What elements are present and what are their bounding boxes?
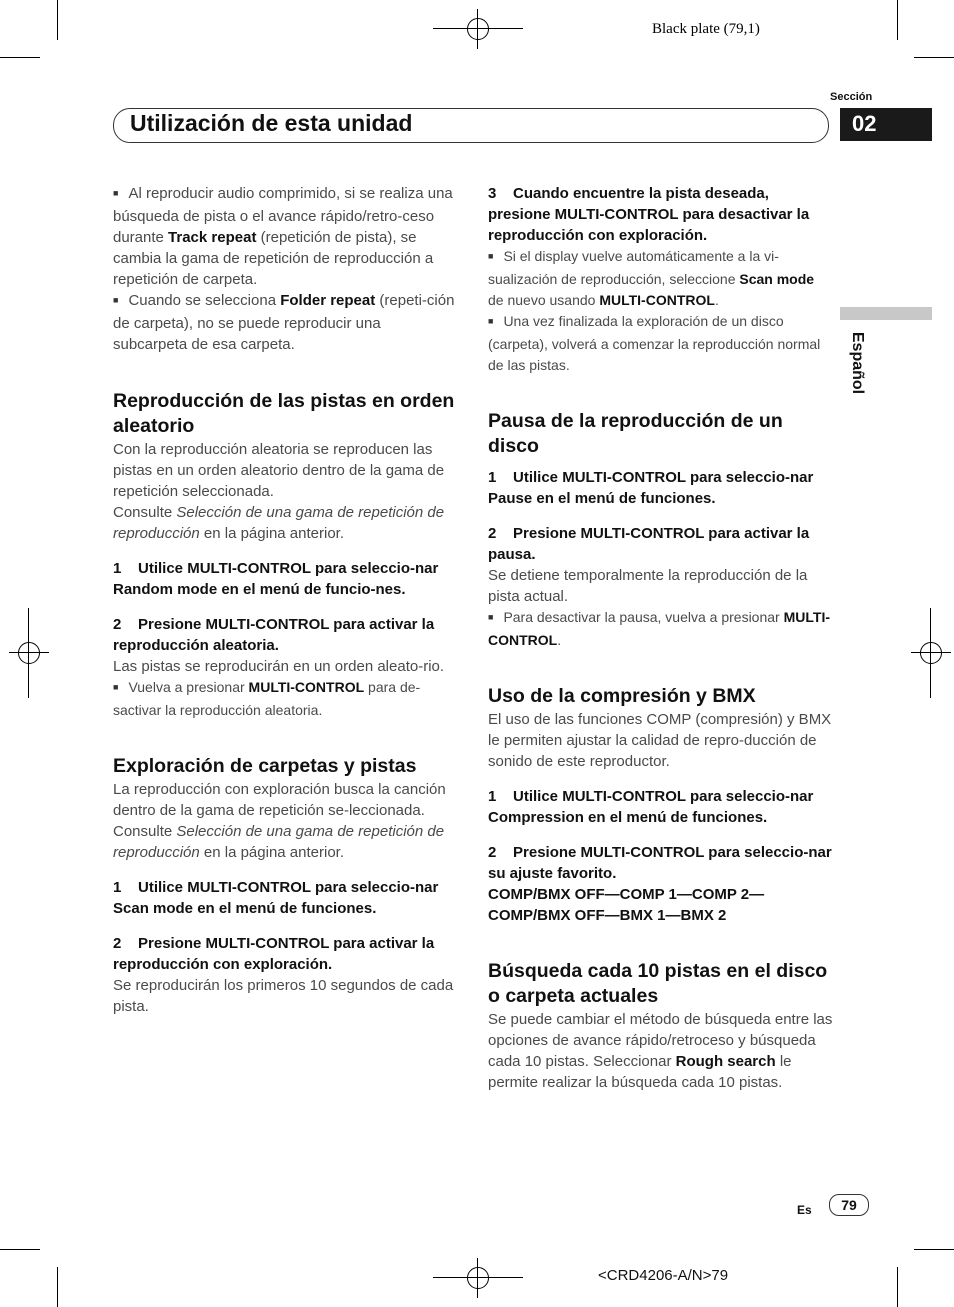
- step-2: 2 Presione MULTI-CONTROL para activar la pausa.: [488, 525, 810, 563]
- crop-mark: [897, 1267, 898, 1307]
- step-2: 2 Presione MULTI-CONTROL para seleccio-nar su ajuste favorito.: [488, 844, 832, 882]
- paragraph: Con la reproducción aleatoria se reproducen las pistas en un orden aleatorio dentro de la gama de repetición seleccionada.: [113, 441, 445, 500]
- section-heading-search: Búsqueda cada 10 pistas en el disco o carpeta actuales: [488, 960, 828, 1007]
- crop-mark: [914, 57, 954, 58]
- registration-mark-right: [911, 608, 951, 698]
- crop-mark: [897, 0, 898, 40]
- paragraph: El uso de las funciones COMP (compresión) y BMX le permiten ajustar la calidad de repro-ducción de sonido de este reproductor.: [488, 711, 832, 770]
- step-2: 2 Presione MULTI-CONTROL para activar la reproducción aleatoria.: [113, 616, 435, 654]
- step-1: 1 Utilice MULTI-CONTROL para seleccio-nar Scan mode en el menú de funciones.: [113, 879, 439, 917]
- bullet-note: ■ Si el display vuelve automáticamente a la vi-sualización de reproducción, seleccione Scan mode de nuevo usando MULTI-CONTROL.: [488, 246, 833, 311]
- bullet-note: ■ Una vez finalizada la exploración de un disco (carpeta), volverá a comenzar la reproducción normal de las pistas.: [488, 311, 833, 376]
- step-3: 3 Cuando encuentre la pista deseada, presione MULTI-CONTROL para desactivar la reproducción con exploración.: [488, 185, 810, 244]
- page-title: Utilización de esta unidad: [130, 110, 413, 136]
- document-code: <CRD4206-A/N>79: [598, 1267, 729, 1284]
- step-1: 1 Utilice MULTI-CONTROL para seleccio-nar Random mode en el menú de funcio-nes.: [113, 560, 439, 598]
- paragraph: La reproducción con exploración busca la canción dentro de la gama de repetición se-leccionada.: [113, 781, 446, 819]
- language-tab-bar: [840, 307, 932, 320]
- language-code: Es: [797, 1203, 812, 1217]
- section-heading-bmx: Uso de la compresión y BMX: [488, 685, 756, 707]
- step-result: Se reproducirán los primeros 10 segundos de cada pista.: [113, 977, 454, 1015]
- section-number: 02: [852, 111, 877, 136]
- crop-mark: [57, 1267, 58, 1307]
- step-result: Se detiene temporalmente la reproducción de la pista actual.: [488, 567, 808, 605]
- section-label: Sección: [830, 91, 873, 103]
- section-heading-scan: Exploración de carpetas y pistas: [113, 755, 417, 777]
- section-number-badge: [840, 108, 932, 141]
- step-result: Las pistas se reproducirán en un orden aleato-rio.: [113, 658, 445, 675]
- bullet-note: ■ Cuando se selecciona Folder repeat (repeti-ción de carpeta), no se puede reproducir una subcarpeta de esa carpeta.: [113, 290, 458, 355]
- right-column: [488, 183, 833, 1093]
- bullet-note: ■ Vuelva a presionar MULTI-CONTROL para de-sactivar la reproducción aleatoria.: [113, 677, 458, 721]
- registration-mark-left: [9, 608, 49, 698]
- language-label: Español: [849, 331, 866, 395]
- plate-label: Black plate (79,1): [652, 21, 760, 37]
- bullet-note: ■ Al reproducir audio comprimido, si se realiza una búsqueda de pista o el avance rápido/retro-ceso durante Track repeat (repetición de pista), se cambia la gama de repetición de reproducción a repetición de carpeta.: [113, 183, 458, 290]
- option-sequence: COMP/BMX OFF—COMP 1—COMP 2—COMP/BMX OFF—BMX 1—BMX 2: [488, 886, 765, 924]
- step-1: 1 Utilice MULTI-CONTROL para seleccio-nar Compression en el menú de funciones.: [488, 788, 814, 826]
- step-1: 1 Utilice MULTI-CONTROL para seleccio-nar Pause en el menú de funciones.: [488, 469, 814, 507]
- reference: Consulte Selección de una gama de repetición de reproducción en la página anterior.: [113, 823, 445, 861]
- crop-mark: [0, 57, 40, 58]
- reference: Consulte Selección de una gama de repetición de reproducción en la página anterior.: [113, 504, 445, 542]
- step-2: 2 Presione MULTI-CONTROL para activar la reproducción con exploración.: [113, 935, 435, 973]
- bullet-note: ■ Para desactivar la pausa, vuelva a presionar MULTI-CONTROL.: [488, 607, 833, 651]
- crop-mark: [57, 0, 58, 40]
- registration-mark-top: [433, 9, 523, 49]
- crop-mark: [0, 1249, 40, 1250]
- section-heading-pause: Pausa de la reproducción de un disco: [488, 410, 783, 457]
- page-number: 79: [829, 1194, 869, 1216]
- section-heading-random: Reproducción de las pistas en orden aleatorio: [113, 390, 455, 437]
- paragraph: Se puede cambiar el método de búsqueda entre las opciones de avance rápido/retroceso y búsqueda cada 10 pistas. Seleccionar Rough search le permite realizar la búsqueda cada 10 pistas.: [488, 1011, 833, 1091]
- left-column: [113, 183, 458, 1017]
- registration-mark-bottom: [433, 1258, 523, 1298]
- crop-mark: [914, 1249, 954, 1250]
- language-tab: [842, 326, 872, 406]
